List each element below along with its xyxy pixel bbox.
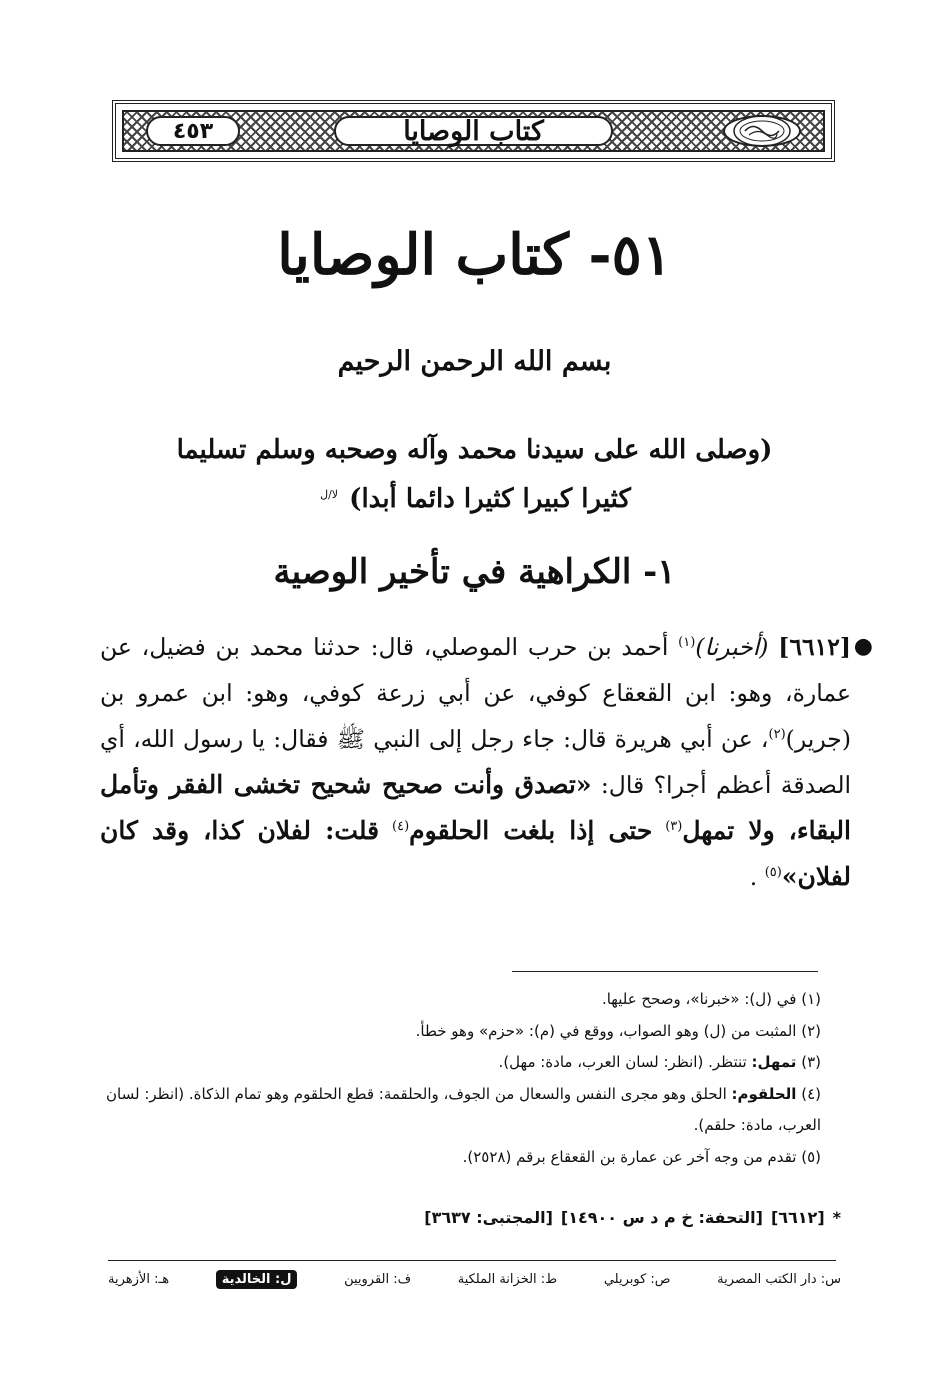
footnote-2-number: (٢): [801, 1021, 821, 1040]
footnote-ref-5[interactable]: (٥): [764, 865, 782, 881]
salawat-line-2: [130, 475, 819, 524]
manuscripts-divider: [108, 1260, 836, 1261]
footnote-1: [100, 984, 821, 1016]
tuhfa-hadith-number: [٦٦١٢]: [770, 1208, 825, 1227]
manuscripts-legend: [108, 1264, 841, 1294]
footnote-5-number: (٥): [801, 1147, 821, 1166]
footnote-1-text: في (ل): «خبرنا»، وصحح عليها.: [601, 990, 797, 1008]
footnote-2-text: المثبت من (ل) وهو الصواب، ووقع في (م): «حزم» وهو خطأ.: [415, 1021, 797, 1040]
manuscript-qarawiyyin: ف: القرويين: [344, 1271, 412, 1287]
footnote-1-number: (١): [801, 990, 821, 1008]
salawat-line-1: (وصلى الله على سيدنا محمد وآله وصحبه وسلم تسليما: [176, 435, 773, 465]
manuscript-royal-library: ط: الخزانة الملكية: [457, 1271, 558, 1287]
footnote-3-term: تمهل:: [751, 1053, 797, 1071]
footnote-3: [100, 1047, 821, 1079]
footnotes: [100, 984, 821, 1173]
header-ornament-band: [122, 110, 825, 152]
matn-part-2: حتى إذا بلغت الحلقوم: [409, 816, 653, 845]
footnote-2: [100, 1016, 821, 1048]
matn-part-1: «تصدق وأنت صحيح شحيح تخشى الفقر وتأمل البقاء، ولا تمهل: [100, 770, 851, 845]
footnote-3-number: (٣): [801, 1053, 821, 1071]
salawat-line-2-text: كثيرا كبيرا كثيرا دائما أبدا): [349, 484, 631, 515]
manuscript-khalidiyya-active: ل: الخالدية: [216, 1270, 298, 1289]
tuhfa-reference-line: [100, 1208, 841, 1227]
footnote-ref-2[interactable]: (٢): [768, 727, 786, 743]
footnote-5: [100, 1142, 821, 1174]
manuscript-azhariyya: هـ: الأزهرية: [108, 1271, 170, 1287]
matn-part-3: قلت: لفلان كذا، وقد كان لفلان»: [100, 816, 851, 891]
footnote-3-text: تنتظر. (انظر: لسان العرب، مادة: مهل).: [498, 1053, 747, 1071]
footnote-4-number: (٤): [801, 1084, 821, 1103]
hadith-end-period: .: [749, 863, 758, 891]
salawat-invocation: [130, 426, 819, 525]
section-title: ١- الكراهية في تأخير الوصية: [273, 552, 676, 592]
manuscript-dar-al-kutub: س: دار الكتب المصرية: [717, 1271, 841, 1287]
footnote-4: [100, 1079, 821, 1142]
seal-icon: [731, 114, 793, 148]
hadith-text: [100, 624, 873, 900]
footnote-4-term: الحلقوم:: [731, 1084, 797, 1103]
hadith-number: [٦٦١٢]: [778, 633, 851, 661]
seal-logo: [723, 115, 801, 147]
footnote-ref-1[interactable]: (١): [678, 635, 696, 651]
footnote-4-text: الحلق وهو مجرى النفس والسعال من الجوف، والحلقمة: قطع الحلقوم وهو تمام الذكاة. (انظر: لسان العرب، مادة: حلقم).: [106, 1084, 821, 1134]
tuhfa-reference: [التحفة: خ م د س ١٤٩٠٠]: [560, 1208, 763, 1227]
manuscript-koprulu: ص: كوبريلي: [603, 1271, 671, 1287]
footnote-ref-3[interactable]: (٣): [665, 819, 683, 835]
footnote-ref-4[interactable]: (٤): [392, 819, 410, 835]
isnad-part-1: أحمد بن حرب الموصلي، قال: حدثنا محمد بن فضيل، عن عمارة، وهو: ابن القعقاع كوفي، عن أبي زرعة كوفي، وهو: ابن عمرو بن (جرير): [100, 633, 851, 753]
footnote-5-text: تقدم من وجه آخر عن عمارة بن القعقاع برقم (٢٥٢٨).: [462, 1147, 797, 1166]
running-head-title: كتاب الوصايا: [334, 116, 613, 146]
bullet-icon: ●: [853, 634, 873, 659]
mujtaba-reference: [المجتبى: ٣٦٣٧]: [424, 1208, 553, 1227]
manuscript-marginal-note: لا/ل: [320, 487, 339, 501]
book-title: ٥١- كتاب الوصايا: [277, 222, 672, 288]
footnote-divider: [512, 971, 818, 972]
basmala: بسم الله الرحمن الرحيم: [337, 346, 612, 377]
isnad-part-2: ، عن أبي هريرة قال: جاء رجل إلى النبي ﷺ فقال: يا رسول الله، أي الصدقة أعظم أجرا؟ قال:: [100, 725, 852, 799]
akhbarana-label: (أخبرنا): [695, 633, 769, 661]
star-icon: *: [832, 1208, 841, 1227]
page-number: ٤٥٣: [146, 116, 240, 146]
running-header: [112, 100, 835, 162]
